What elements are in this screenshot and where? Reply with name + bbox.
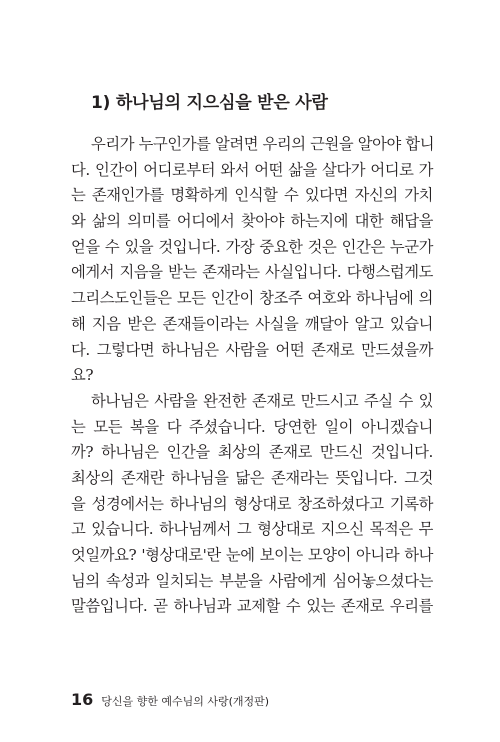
text-line: 그리스도인들은 모든 인간이 창조주 여호와 하나님에 의 — [71, 289, 433, 308]
running-title: 당신을 향한 예수님의 사랑(개정판) — [101, 695, 270, 708]
page-number: 16 — [71, 690, 94, 709]
text-line: 까? 하나님은 인간을 최상의 존재로 만드신 것입니다. — [71, 443, 433, 462]
section-heading: 1) 하나님의 지으심을 받은 사람 — [91, 93, 328, 113]
text-line: 엇일까요? '형상대로'란 눈에 보이는 모양이 아니라 하나 — [71, 546, 433, 564]
text-line: 는 존재인가를 명확하게 인식할 수 있다면 자신의 가치 — [71, 186, 433, 205]
text-line: 우리가 누구인가를 알려면 우리의 근원을 알아야 합니 — [91, 135, 435, 153]
text-line: 다. 인간이 어디로부터 와서 어떤 삶을 살다가 어디로 가 — [71, 160, 433, 179]
text-line: 말씀입니다. 곧 하나님과 교제할 수 있는 존재로 우리를 — [71, 597, 433, 616]
text-line: 고 있습니다. 하나님께서 그 형상대로 지으신 목적은 무 — [71, 520, 433, 539]
page-footer — [71, 690, 269, 709]
text-line: 을 성경에서는 하나님의 형상대로 창조하셨다고 기록하 — [71, 494, 433, 513]
text-line: 는 모든 복을 다 주셨습니다. 당연한 일이 아니겠습니 — [71, 417, 433, 436]
text-line: 해 지음 받은 존재들이라는 사실을 깨달아 알고 있습니 — [71, 314, 433, 333]
text-line: 하나님은 사람을 완전한 존재로 만드시고 주실 수 있 — [91, 391, 433, 410]
text-line: 최상의 존재란 하나님을 닮은 존재라는 뜻입니다. 그것 — [71, 468, 433, 487]
body-text — [71, 132, 433, 620]
text-line: 얻을 수 있을 것입니다. 가장 중요한 것은 인간은 누군가 — [71, 237, 433, 256]
text-line: 요? — [71, 366, 94, 385]
text-line: 다. 그렇다면 하나님은 사람을 어떤 존재로 만드셨을까 — [71, 340, 433, 359]
text-line: 에게서 지음을 받는 존재라는 사실입니다. 다행스럽게도 — [71, 263, 433, 282]
text-line: 와 삶의 의미를 어디에서 찾아야 하는지에 대한 해답을 — [71, 212, 433, 231]
text-line: 님의 속성과 일치되는 부분을 사람에게 심어놓으셨다는 — [71, 571, 433, 590]
